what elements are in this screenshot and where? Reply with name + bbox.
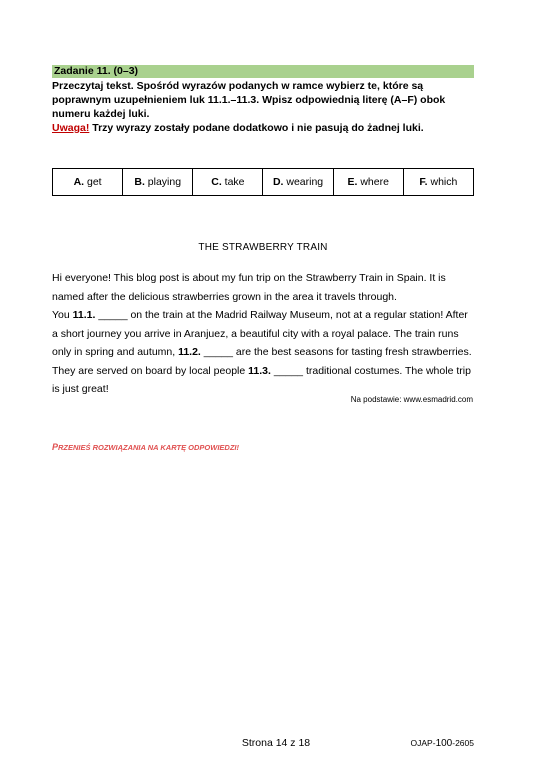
code-prefix: OJAP- bbox=[410, 738, 436, 748]
option-letter: A. bbox=[73, 176, 85, 188]
option-b bbox=[123, 169, 193, 196]
transfer-note-rest: RZENIEŚ ROZWIĄZANIA NA KARTĘ ODPOWIEDZI! bbox=[58, 443, 239, 452]
paragraph-1: Hi everyone! This blog post is about my fun trip on the Strawberry Train in Spain. It is named after the delicious strawberries grown in the area it travels through. bbox=[52, 272, 446, 303]
instruction-line: numeru każdej luki. bbox=[52, 108, 150, 120]
options-box bbox=[52, 168, 474, 196]
source-note: Na podstawie: www.esmadrid.com bbox=[350, 395, 473, 404]
option-letter: F. bbox=[419, 176, 428, 188]
option-f bbox=[403, 169, 473, 196]
text-segment: _____ are the best seasons for tasting fresh strawberries. They are served on board by local people bbox=[52, 346, 472, 377]
option-word: playing bbox=[144, 176, 182, 188]
text-segment: You bbox=[52, 309, 73, 321]
gap-label-11-3: 11.3. bbox=[248, 364, 271, 377]
option-word: which bbox=[427, 176, 458, 188]
page-number: Strona 14 z 18 bbox=[241, 737, 311, 749]
option-letter: B. bbox=[134, 176, 145, 188]
warning-label: Uwaga! bbox=[52, 122, 90, 134]
warning-text: Trzy wyrazy zostały podane dodatkowo i nie pasują do żadnej luki. bbox=[89, 122, 424, 134]
task-header: Zadanie 11. (0–3) bbox=[52, 65, 474, 78]
option-e bbox=[333, 169, 403, 196]
instruction-line: poprawnym uzupełnieniem luk 11.1.–11.3. Wpisz odpowiednią literę (A–F) obok bbox=[52, 94, 446, 106]
text-segment: _____ on the train at the Madrid Railway Museum, not at a regular station! After a short journey you arrive in Aranjuez, a beautiful city with a royal palace. The train runs only in spring and autumn, bbox=[52, 309, 468, 358]
option-a bbox=[53, 169, 123, 196]
option-letter: E. bbox=[347, 176, 358, 188]
option-word: get bbox=[84, 176, 102, 188]
warning-line bbox=[52, 121, 482, 135]
transfer-note bbox=[52, 442, 239, 452]
code-suffix: -2605 bbox=[452, 738, 474, 748]
text-segment: _____ traditional costumes. The whole trip is just great! bbox=[52, 364, 471, 395]
option-word: take bbox=[221, 176, 245, 188]
option-c bbox=[193, 169, 263, 196]
paragraph-2 bbox=[52, 306, 474, 399]
code-main: 100 bbox=[435, 738, 453, 749]
gap-label-11-2: 11.2. bbox=[178, 346, 201, 358]
option-letter: D. bbox=[272, 176, 284, 188]
option-word: wearing bbox=[283, 176, 324, 188]
article-title: THE STRAWBERRY TRAIN bbox=[198, 242, 328, 253]
option-letter: C. bbox=[211, 176, 222, 188]
option-d bbox=[263, 169, 333, 196]
task-instructions bbox=[52, 79, 482, 135]
transfer-note-initial: P bbox=[52, 442, 59, 452]
instruction-line: Przeczytaj tekst. Spośród wyrazów podanych w ramce wybierz te, które są bbox=[52, 80, 424, 92]
exam-code bbox=[411, 738, 474, 749]
article-text bbox=[52, 269, 474, 399]
option-word: where bbox=[357, 176, 389, 188]
gap-label-11-1: 11.1. bbox=[72, 309, 96, 321]
